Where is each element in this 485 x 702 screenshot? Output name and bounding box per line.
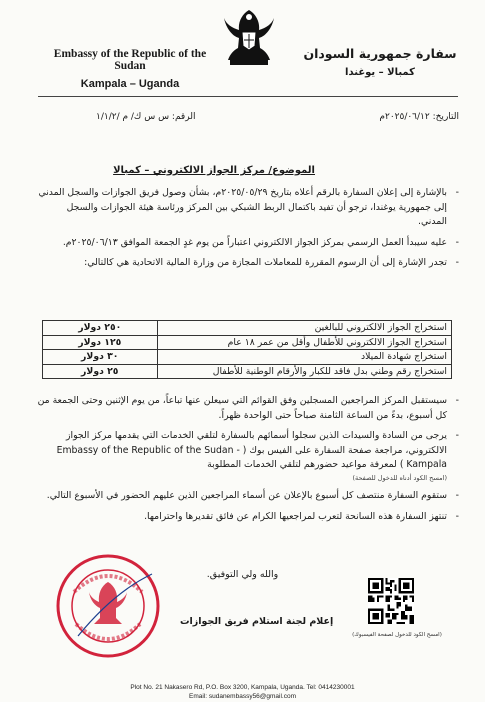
table-row xyxy=(43,364,452,379)
service-cell: استخراج الجواز الالكتروني للبالغين xyxy=(157,321,451,336)
table-row xyxy=(43,350,452,365)
embassy-seal-icon xyxy=(54,552,162,660)
paragraph-4: - سيستقبل المركز المراجعين المسجلين وفق القوائم التي سيعلن عنها تباعاً، من يوم الإثنين وحتى الجمعة من كل أسبوع، بدءً من الساعة الثامنة صباحاً حتى الواحدة ظهراً. xyxy=(37,395,459,421)
paragraph-1: - بالإشارة إلى إعلان السفارة بالرقم أعلاه بتاريخ ٢٠٢٥/٠٥/٢٩م، بشأن وصول فريق الجوازات والسجل المدني إلى جمهورية يوغندا، ترجو أن تفيد باكتمال الربط الشبكي بين المركز ورئاسة هيئة الجوازات والسجل المدني. xyxy=(38,187,459,228)
paragraph-6: - ستقوم السفارة منتصف كل أسبوع بالإعلان عن أسماء المراجعين الذين عليهم الحضور في الأسبوع التالي. xyxy=(46,489,459,501)
header-divider xyxy=(38,96,458,97)
letter-date: التاريخ: ٢٠٢٥/٠٦/١٢م xyxy=(379,112,459,122)
paragraph-2: - عليه سيبدأ العمل الرسمي بمركز الجواز الالكتروني اعتباراً من يوم غدٍ الجمعة الموافق ٢٠٢٥/٠٦/١٣م. xyxy=(62,236,459,248)
paragraph-7: - تنتهز السفارة هذه السانحة لتعرب لمراجعيها الكرام عن فائق تقديرها واحترامها. xyxy=(144,510,459,522)
amount-cell: ٢٥٠ دولار xyxy=(43,321,158,336)
service-cell: استخراج شهادة الميلاد xyxy=(157,350,451,365)
fees-table xyxy=(42,320,452,379)
signoff-line: إعلام لجنة استلام فريق الجوازات xyxy=(180,616,334,627)
english-letterhead xyxy=(40,48,220,90)
footer-address: Plot No. 21 Nakasero Rd, P.O. Box 3200, Kampala, Uganda. Tel: 0414230001 xyxy=(130,684,355,691)
paragraph-3: - تجدر الإشارة إلى أن الرسوم المقررة للمعاملات المجازة من وزارة المالية الاتحادية هي كالتالي: xyxy=(84,257,459,269)
reference-number: الرقم: س س ك/ م /١/١/٢ xyxy=(96,112,196,122)
arabic-letterhead xyxy=(295,46,465,78)
service-cell: استخراج رقم وطني بدل فاقد للكبار والأرقام الوطنية للأطفال xyxy=(157,364,451,379)
sudan-emblem-icon xyxy=(222,4,276,66)
table-row xyxy=(43,335,452,350)
subject-line: الموضوع/ مركز الجواز الالكتروني – كمبالا xyxy=(113,165,315,176)
body-continued xyxy=(35,394,459,530)
embassy-name-english: Embassy of the Republic of the Sudan xyxy=(53,48,207,72)
embassy-city-english: Kampala – Uganda xyxy=(80,78,180,90)
embassy-city-arabic: كمبالا – يوغندا xyxy=(345,67,415,78)
footer-email: Email: sudanembassy56@gmail.com xyxy=(188,693,297,700)
qr-note: (امسح الكود أدناه للدخول للصفحة) xyxy=(352,473,447,482)
qr-code-icon[interactable] xyxy=(368,578,414,624)
amount-cell: ٢٥ دولار xyxy=(43,364,158,379)
table-row xyxy=(43,321,452,336)
closing-line: والله ولي التوفيق. xyxy=(206,569,279,580)
amount-cell: ١٢٥ دولار xyxy=(43,335,158,350)
body-intro xyxy=(35,186,459,277)
amount-cell: ٣٠ دولار xyxy=(43,350,158,365)
embassy-name-arabic: سفارة جمهورية السودان xyxy=(303,46,457,61)
qr-caption: (امسح الكود للدخول لصفحة الفيسبوك) xyxy=(352,632,442,638)
service-cell: استخراج الجواز الالكتروني للأطفال وأقل من عمر ١٨ عام xyxy=(157,335,451,350)
paragraph-5: - يرجى من السادة والسيدات الذين سجلوا أسمائهم بالسفارة لتلقي الخدمات التي يقدمها مركز الجواز الالكتروني، مراجعة صفحة السفارة على الفيس بوك ( Embassy of the Republic of the Sudan - Kampala ) لمعرفة مواعيد حضورهم لتلقي الخدمات المطلوبة xyxy=(56,430,459,471)
